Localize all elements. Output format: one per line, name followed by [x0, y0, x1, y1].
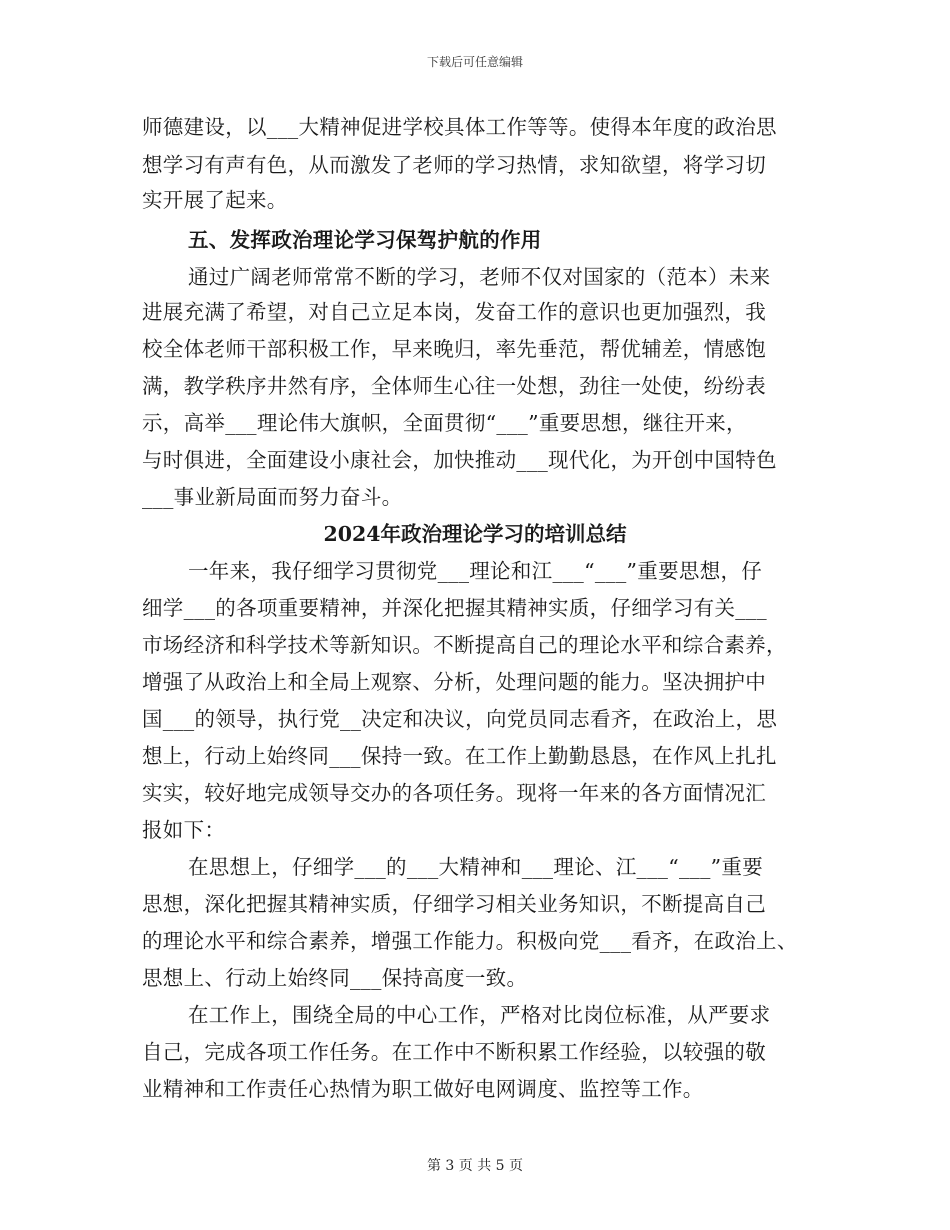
body-line: 与时俱进，全面建设小康社会，加快推动___现代化，为开创中国特色 [142, 448, 777, 472]
body-line: 想上，行动上始终同___保持一致。在工作上勤勤恳恳，在作风上扎扎 [142, 744, 777, 768]
body-line: 的理论水平和综合素养，增强工作能力。积极向党___看齐，在政治上、 [142, 929, 798, 953]
body-line: 一年来，我仔细学习贯彻党___理论和江___“___”重要思想，仔 [188, 559, 763, 583]
body-line: 国___的领导，执行党__决定和决议，向党员同志看齐，在政治上，思 [142, 707, 778, 731]
body-line: 示，高举___理论伟大旗帜，全面贯彻“___”重要思想，继往开来， [142, 411, 747, 435]
body-line: 业精神和工作责任心热情为职工做好电网调度、监控等工作。 [142, 1077, 704, 1101]
document-title: 2024年政治理论学习的培训总结 [323, 522, 627, 546]
body-line: 增强了从政治上和全局上观察、分析，处理问题的能力。坚决拥护中 [142, 670, 766, 694]
body-line: 通过广阔老师常常不断的学习，老师不仅对国家的（范本）未来 [188, 265, 771, 289]
body-line: 进展充满了希望，对自己立足本岗，发奋工作的意识也更加强烈，我 [142, 300, 766, 324]
body-line: 市场经济和科学技术等新知识。不断提高自己的理论水平和综合素养， [142, 633, 787, 657]
section-heading: 五、发挥政治理论学习保驾护航的作用 [188, 228, 542, 252]
body-line: 在思想上，仔细学___的___大精神和___理论、江___“___”重要 [188, 855, 764, 879]
body-line: 在工作上，围绕全局的中心工作，严格对比岗位标准，从严要求 [188, 1003, 771, 1027]
body-line: 报如下： [142, 818, 226, 842]
body-line: 实实，较好地完成领导交办的各项任务。现将一年来的各方面情况汇 [142, 781, 766, 805]
page-number-footer: 第 3 页 共 5 页 [426, 1158, 524, 1174]
body-line: 满，教学秩序井然有序，全体师生心往一处想，劲往一处使，纷纷表 [142, 374, 766, 398]
page-header-note: 下载后可任意编辑 [426, 55, 523, 69]
body-line: 思想，深化把握其精神实质，仔细学习相关业务知识，不断提高自己 [142, 892, 766, 916]
body-line: 自己，完成各项工作任务。在工作中不断积累工作经验，以较强的敬 [142, 1040, 766, 1064]
body-line: 想学习有声有色，从而激发了老师的学习热情，求知欲望，将学习切 [142, 153, 766, 177]
body-line: 实开展了起来。 [142, 188, 288, 212]
body-line: 校全体老师干部积极工作，早来晚归，率先垂范，帮优辅差，情感饱 [142, 337, 766, 361]
body-line: 细学___的各项重要精神，并深化把握其精神实质，仔细学习有关___ [142, 596, 767, 620]
body-line: ___事业新局面而努力奋斗。 [142, 485, 403, 509]
body-line: 师德建设，以___大精神促进学校具体工作等等。使得本年度的政治思 [142, 115, 777, 139]
body-line: 思想上、行动上始终同___保持高度一致。 [142, 966, 528, 990]
